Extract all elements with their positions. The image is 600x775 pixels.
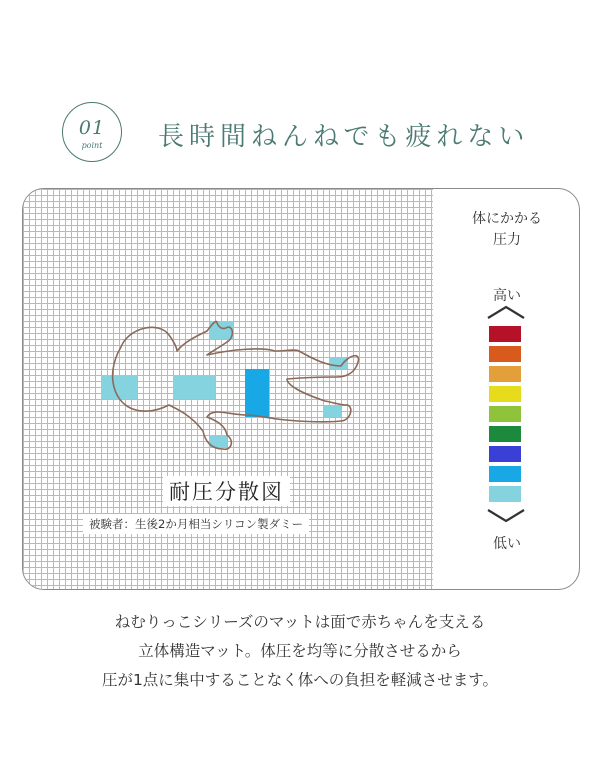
pressure-cell	[101, 393, 107, 399]
chevron-up-icon	[486, 304, 526, 320]
pressure-cell	[179, 375, 185, 381]
description-line3: 圧が1点に集中することなく体への負担を軽減させます。	[101, 671, 499, 689]
pressure-cell	[107, 381, 113, 387]
pressure-cell	[257, 393, 263, 399]
pressure-cell	[251, 387, 257, 393]
pressure-cell	[263, 399, 269, 405]
pressure-cell	[221, 435, 227, 441]
pressure-cell	[185, 375, 191, 381]
pressure-cell	[101, 375, 107, 381]
point-label: point	[81, 141, 103, 150]
pressure-cell	[335, 357, 341, 363]
pressure-cell	[263, 411, 269, 417]
pressure-cell	[209, 387, 215, 393]
pressure-cell	[251, 393, 257, 399]
pressure-cell	[263, 387, 269, 393]
pressure-cell	[107, 393, 113, 399]
pressure-cell	[101, 381, 107, 387]
figure-label: 耐圧分散図	[163, 476, 290, 506]
pressure-cell	[131, 393, 137, 399]
pressure-cell	[203, 381, 209, 387]
pressure-cell	[227, 321, 233, 327]
pressure-cell	[107, 387, 113, 393]
pressure-cell	[125, 375, 131, 381]
pressure-cell	[251, 369, 257, 375]
pressure-cell	[209, 375, 215, 381]
pressure-cell	[197, 393, 203, 399]
pressure-cell	[131, 387, 137, 393]
pressure-cell	[185, 393, 191, 399]
pressure-cell	[209, 435, 215, 441]
pressure-cell	[263, 369, 269, 375]
pressure-cell	[221, 321, 227, 327]
pressure-cell	[179, 387, 185, 393]
pressure-cell	[197, 375, 203, 381]
pressure-cell	[251, 399, 257, 405]
pressure-cell	[221, 441, 227, 447]
pressure-cell	[257, 405, 263, 411]
section-title: 長時間ねんねでも疲れない	[158, 122, 530, 152]
pressure-cell	[113, 375, 119, 381]
pressure-cell	[125, 393, 131, 399]
pressure-cell	[215, 435, 221, 441]
pressure-cell	[119, 375, 125, 381]
pressure-cell	[209, 333, 215, 339]
pressure-cell	[263, 375, 269, 381]
figure-note: 被験者：生後2か月相当シリコン製ダミー	[83, 514, 309, 534]
pressure-cell	[173, 381, 179, 387]
pressure-cell	[191, 387, 197, 393]
pressure-cell	[335, 405, 341, 411]
pressure-cell	[119, 387, 125, 393]
baby-outline	[113, 321, 359, 449]
color-swatch	[489, 346, 521, 362]
pressure-cell	[203, 375, 209, 381]
pressure-cell	[179, 393, 185, 399]
pressure-cell	[131, 375, 137, 381]
pressure-cell	[131, 381, 137, 387]
pressure-cell	[329, 411, 335, 417]
pressure-legend	[433, 189, 580, 589]
color-scale	[489, 326, 521, 506]
pressure-cell	[173, 375, 179, 381]
pressure-cell	[245, 387, 251, 393]
description-line1: ねむりっこシリーズのマットは面で赤ちゃんを支える	[114, 613, 486, 631]
color-swatch	[489, 426, 521, 442]
point-badge	[62, 102, 122, 162]
pressure-cell	[335, 411, 341, 417]
chevron-down-icon	[486, 508, 526, 524]
pressure-cell	[257, 387, 263, 393]
color-swatch	[489, 386, 521, 402]
pressure-card	[22, 188, 580, 590]
pressure-cell	[257, 375, 263, 381]
pressure-cell	[215, 333, 221, 339]
pressure-cell	[323, 411, 329, 417]
pressure-cell	[173, 393, 179, 399]
pressure-cell	[191, 381, 197, 387]
pressure-cell	[209, 381, 215, 387]
pressure-cell	[245, 411, 251, 417]
pressure-cell	[173, 387, 179, 393]
pressure-cell	[197, 387, 203, 393]
pressure-cell	[185, 381, 191, 387]
pressure-cell	[101, 387, 107, 393]
pressure-cell	[179, 381, 185, 387]
pressure-cell	[185, 387, 191, 393]
pressure-cell	[329, 405, 335, 411]
pressure-cell	[209, 393, 215, 399]
pressure-cell	[257, 381, 263, 387]
description	[0, 608, 600, 695]
legend-title	[433, 209, 580, 251]
pressure-cell	[263, 393, 269, 399]
legend-low-label: 低い	[493, 536, 521, 552]
color-swatch	[489, 366, 521, 382]
pressure-cell	[263, 405, 269, 411]
legend-title-line2: 圧力	[493, 232, 521, 248]
color-swatch	[489, 446, 521, 462]
color-swatch	[489, 326, 521, 342]
pressure-cell	[191, 393, 197, 399]
pressure-cell	[245, 405, 251, 411]
point-number: 01	[78, 117, 106, 139]
pressure-cell	[329, 357, 335, 363]
color-swatch	[489, 466, 521, 482]
pressure-cell	[125, 387, 131, 393]
pressure-cell	[119, 393, 125, 399]
pressure-cell	[245, 369, 251, 375]
pressure-cell	[251, 381, 257, 387]
pressure-cell	[191, 375, 197, 381]
pressure-cell	[251, 405, 257, 411]
legend-title-line1: 体にかかる	[472, 211, 542, 227]
pressure-cell	[263, 381, 269, 387]
pressure-cell	[215, 441, 221, 447]
section-header	[62, 96, 542, 176]
pressure-cell	[245, 375, 251, 381]
pressure-cell	[251, 375, 257, 381]
pressure-cell	[119, 381, 125, 387]
pressure-cell	[257, 399, 263, 405]
pressure-cell	[197, 381, 203, 387]
pressure-cell	[203, 393, 209, 399]
color-swatch	[489, 486, 521, 502]
pressure-cell	[245, 399, 251, 405]
pressure-cell	[125, 381, 131, 387]
pressure-cell	[221, 333, 227, 339]
legend-high-label: 高い	[493, 288, 521, 304]
color-swatch	[489, 406, 521, 422]
pressure-cell	[323, 405, 329, 411]
description-line2: 立体構造マット。体圧を均等に分散させるから	[138, 642, 462, 660]
pressure-cell	[203, 387, 209, 393]
pressure-cell	[245, 381, 251, 387]
pressure-cell	[245, 393, 251, 399]
pressure-cell	[257, 369, 263, 375]
